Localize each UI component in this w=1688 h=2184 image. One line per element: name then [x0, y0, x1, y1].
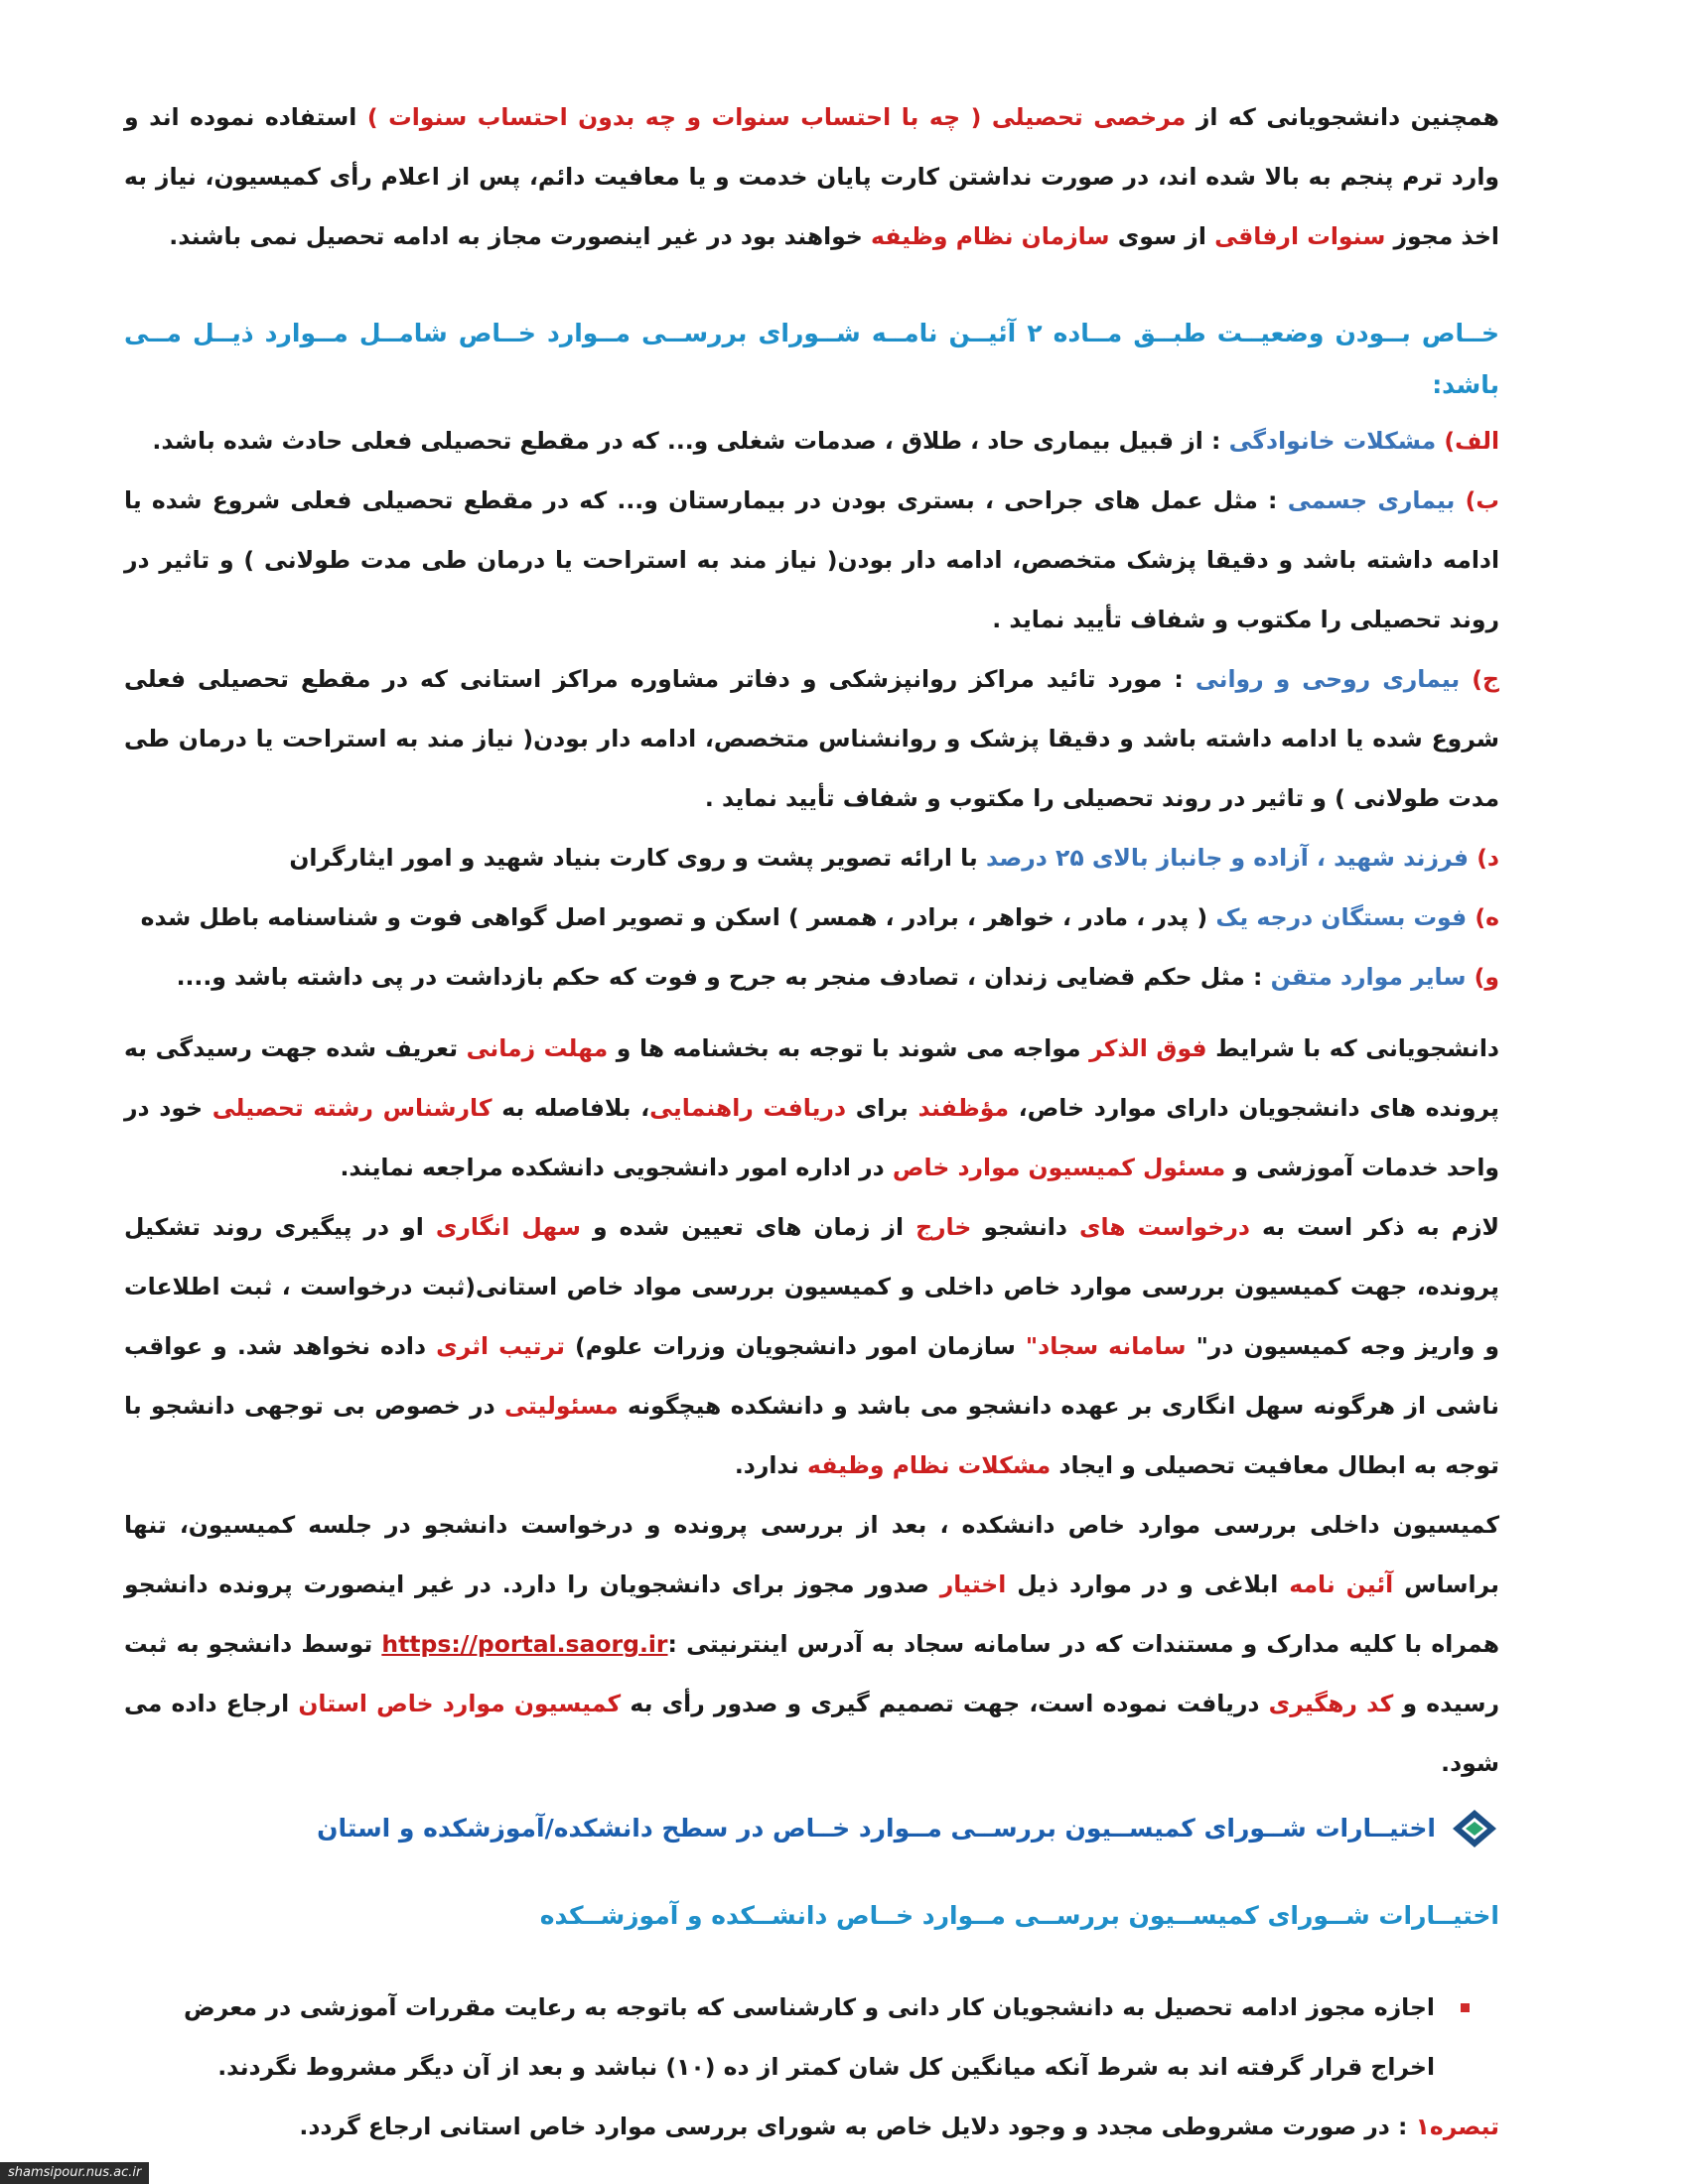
highlight-extra-terms: سنوات ارفاقی — [1214, 222, 1386, 250]
item-jim: ج) بیماری روحی و روانی : مورد تائید مراکز روانپزشکی و دفاتر مشاوره مراکز استانی که در مقطع تحصیلی فعلی شروع شده یا ادامه داشته باشد و دقیقا پزشک و روانشناس متخصص، ادامه دار بودن( نیاز مند به استراحت یا درمان طی مدت طولانی ) و تاثیر در روند تحصیلی را مکتوب و شفاف تأیید نماید . — [124, 665, 1499, 812]
paragraph-students-obligation: دانشجویانی که با شرایط فوق الذکر مواجه می شوند با توجه به بخشنامه ها و مهلت زمانی تعریف شده جهت رسیدگی به پرونده های دانشجویان دارای موارد خاص، مؤظفند برای دریافت راهنمایی، بلافاصله به کارشناس رشته تحصیلی خود در واحد خدمات آموزشی و مسئول کمیسیون موارد خاص در اداره امور دانشجویی دانشکده مراجعه نمایند. — [124, 1034, 1499, 1181]
highlight-leave: مرخصی تحصیلی ( چه با احتساب سنوات و چه بدون احتساب سنوات ) — [366, 103, 1187, 131]
item-dal: د) فرزند شهید ، آزاده و جانباز بالای ۲۵ درصد با ارائه تصویر پشت و روی کارت بنیاد شهید و امور ایثارگران — [289, 844, 1499, 872]
bullet-text: اجازه مجوز ادامه تحصیل به دانشجویان کار دانی و کارشناسی که باتوجه به رعایت مقررات آموزشی در معرض اخراج قرار گرفته اند به شرط آنکه میانگین کل شان کمتر از ده (۱۰) نباشد و بعد از آن دیگر مشروط نگردند. — [184, 1993, 1435, 2081]
highlight-sajad-system: سامانه سجاد" — [1025, 1332, 1196, 1360]
site-watermark: shamsipour.nus.ac.ir — [0, 2162, 149, 2184]
list-item — [124, 1978, 1499, 2097]
sajad-portal-link[interactable]: https://portal.saorg.ir — [381, 1630, 668, 1658]
paragraph-leave-of-absence: همچنین دانشجویانی که از مرخصی تحصیلی ( چه با احتساب سنوات و چه بدون احتساب سنوات ) استفاده نموده اند و وارد ترم پنجم به بالا شده اند، در صورت نداشتن کارت پایان خدمت و یا معافیت دائم، پس از اعلام رأی کمیسیون، نیاز به اخذ مجوز سنوات ارفاقی از سوی سازمان نظام وظیفه خواهند بود در غیر اینصورت مجاز به ادامه تحصیل نمی باشند. — [124, 103, 1499, 250]
heading-faculty-powers: اختیــارات شــورای کمیســیون بررســی مــوارد خــاص دانشــکده و آموزشــکده — [539, 1901, 1499, 1930]
highlight-military-org: سازمان نظام وظیفه — [871, 222, 1110, 250]
item-alef: الف) مشکلات خانوادگی : از قبیل بیماری حاد ، طلاق ، صدمات شغلی و... که در مقطع تحصیلی فعلی حادث شده باشد. — [152, 427, 1499, 455]
section-heading-powers — [124, 1803, 1499, 1854]
note-1: تبصره۱ : در صورت مشروطی مجدد و وجود دلایل خاص به شورای بررسی موارد خاص استانی ارجاع گردد. — [299, 2113, 1499, 2140]
heading-special-cases: خــاص بــودن وضعیــت طبــق مــاده ۲ آئیــن نامــه شــورای بررســی مــوارد خــاص شامــل مــوارد ذیــل مــی باشد: — [124, 319, 1500, 399]
item-he: ه) فوت بستگان درجه یک ( پدر ، مادر ، خواهر ، برادر ، همسر ) اسکن و تصویر اصل گواهی فوت و شناسنامه باطل شده — [140, 903, 1499, 931]
paragraph-internal-commission: کمیسیون داخلی بررسی موارد خاص دانشکده ، بعد از بررسی پرونده و درخواست دانشجو در جلسه کمیسیون، تنها براساس آئین نامه ابلاغی و در موارد ذیل اختیار صدور مجوز برای دانشجویان را دارد. در غیر اینصورت پرونده دانشجو همراه با کلیه مدارک و مستندات که در سامانه سجاد به آدرس اینترنیتی :https://portal.saorg.ir توسط دانشجو به ثبت رسیده و کد رهگیری دریافت نموده است، جهت تصمیم گیری و صدور رأی به کمیسیون موارد خاص استان ارجاع داده می شود. — [124, 1511, 1499, 1777]
item-be: ب) بیماری جسمی : مثل عمل های جراحی ، بستری بودن در بیمارستان و... که در مقطع تحصیلی فعلی شروع شده یا ادامه داشته باشد و دقیقا پزشک متخصص، ادامه دار بودن( نیاز مند به استراحت یا درمان طی مدت طولانی ) و تاثیر در روند تحصیلی را مکتوب و شفاف تأیید نماید . — [124, 486, 1499, 633]
diamond-chevron-icon — [1450, 1807, 1499, 1850]
item-vav: و) سایر موارد متقن : مثل حکم قضایی زندان ، تصادف منجر به جرح و فوت که حکم بازداشت در پی داشته باشد و.... — [176, 963, 1499, 991]
square-bullet-icon — [1461, 2003, 1470, 2012]
paragraph-negligence-warning: لازم به ذکر است به درخواست های دانشجو خارج از زمان های تعیین شده و سهل انگاری او در پیگیری روند تشکیل پرونده، جهت کمیسیون بررسی موارد خاص داخلی و کمیسیون بررسی مواد خاص استانی(ثبت درخواست ، ثبت اطلاعات و واریز وجه کمیسیون در" سامانه سجاد" سازمان امور دانشجویان وزرات علوم) ترتیب اثری داده نخواهد شد. و عواقب ناشی از هرگونه سهل انگاری بر عهده دانشجو می باشد و دانشکده هیچگونه مسئولیتی در خصوص بی توجهی دانشجو با توجه به ابطال معافیت تحصیلی و ایجاد مشکلات نظام وظیفه ندارد. — [124, 1213, 1500, 1479]
heading-powers: اختیــارات شــورای کمیســیون بررســی مــوارد خــاص در سطح دانشکده/آموزشکده و استان — [317, 1814, 1436, 1843]
document-page — [124, 87, 1499, 2156]
